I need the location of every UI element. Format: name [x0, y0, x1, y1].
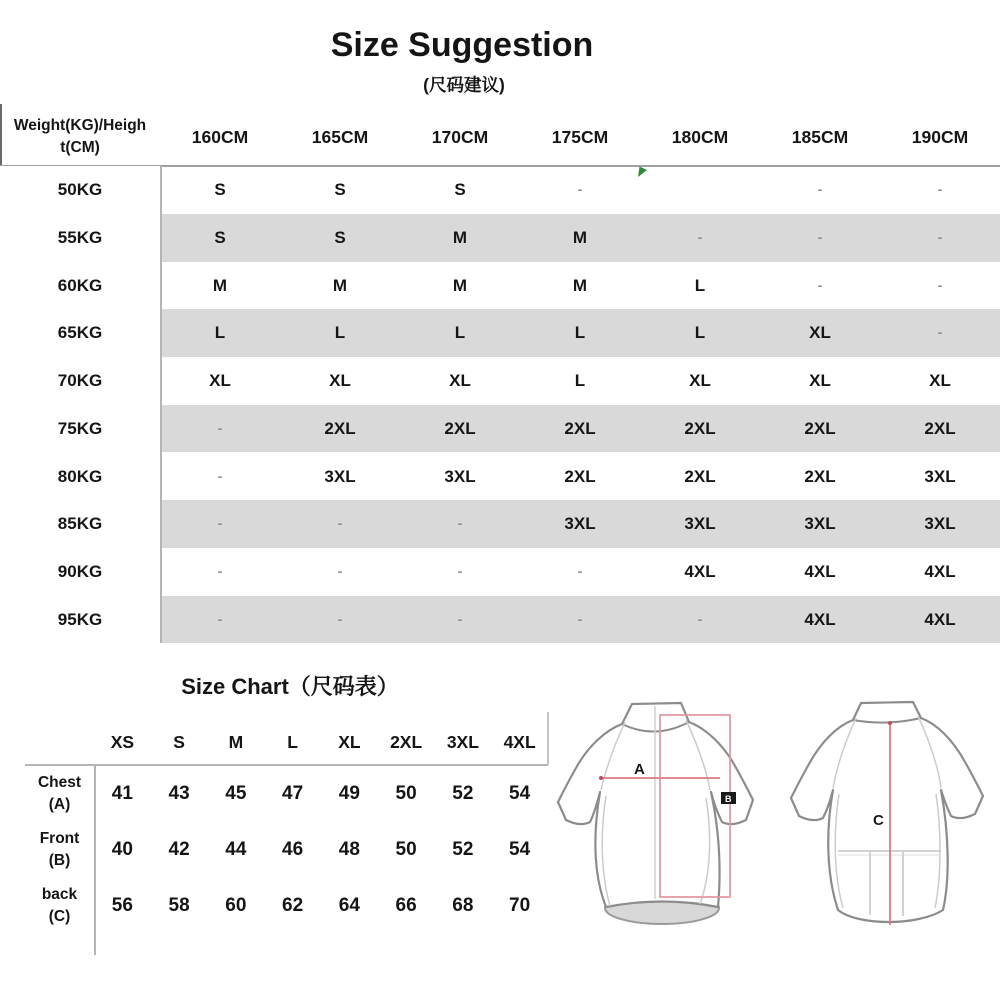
column-header-180cm: 180CM: [671, 127, 729, 147]
size-cell: 4XL: [924, 561, 956, 581]
size-cell: -: [337, 562, 343, 579]
size-cell: XL: [809, 371, 831, 391]
size-cell: -: [880, 309, 1000, 357]
measure-cell: 40: [111, 839, 133, 860]
table-row-80kg: [0, 453, 1000, 501]
measure-cell: 47: [282, 783, 304, 804]
size-cell: L: [640, 309, 760, 357]
weight-label: 55KG: [0, 214, 160, 262]
measure-cell: 50: [395, 839, 417, 860]
size-cell: -: [577, 181, 583, 198]
column-header-170cm: 170CM: [431, 127, 489, 147]
size-cell: M: [332, 275, 348, 295]
size-cell: -: [217, 562, 223, 579]
suggestion-table-header: [0, 108, 1000, 166]
size-cell: -: [160, 500, 280, 548]
table-row-60kg: [0, 262, 1000, 310]
size-cell: 3XL: [640, 500, 760, 548]
measure-label: [25, 878, 94, 934]
measure-cell: 52: [452, 839, 474, 860]
size-cell: -: [817, 276, 823, 293]
size-chart-row-front: [25, 822, 548, 878]
weight-label: 65KG: [0, 309, 160, 357]
column-header-190cm: 190CM: [911, 127, 969, 147]
size-cell: S: [334, 180, 346, 200]
size-cell: XL: [329, 371, 351, 391]
measure-cell: 58: [168, 895, 190, 916]
weight-label: 60KG: [0, 262, 160, 310]
size-cell: M: [520, 214, 640, 262]
size-cell: -: [760, 214, 880, 262]
size-header-xl: XL: [338, 732, 361, 752]
weight-label: 95KG: [0, 596, 160, 644]
back-length-label: C: [873, 812, 884, 829]
size-cell: 4XL: [684, 561, 716, 581]
measure-cell: 54: [509, 839, 531, 860]
size-chart-row-chest: [25, 766, 548, 822]
size-cell: L: [280, 309, 400, 357]
size-cell: M: [400, 214, 520, 262]
measure-cell: 42: [168, 839, 190, 860]
size-cell: L: [160, 309, 280, 357]
measure-cell: 45: [225, 783, 247, 804]
table-row-50kg: [0, 166, 1000, 214]
page-title: Size Suggestion: [330, 26, 594, 64]
weight-label: 70KG: [0, 357, 160, 405]
measure-cell: 62: [282, 895, 304, 916]
size-cell: 2XL: [400, 405, 520, 453]
measure-cell: 60: [225, 895, 247, 916]
table-row-95kg: [0, 596, 1000, 644]
size-cell: -: [400, 500, 520, 548]
measure-label-name: Chest: [37, 774, 82, 791]
measure-cell: 49: [338, 783, 360, 804]
table-row-75kg: [0, 405, 1000, 453]
size-header-3xl: 3XL: [446, 732, 479, 752]
measure-cell: 68: [452, 895, 474, 916]
size-cell: 2XL: [804, 466, 836, 486]
size-cell: 2XL: [564, 466, 596, 486]
measure-cell: 54: [509, 783, 531, 804]
size-cell: 2XL: [280, 405, 400, 453]
size-cell: -: [160, 405, 280, 453]
table-row-70kg: [0, 357, 1000, 405]
size-cell: S: [214, 180, 226, 200]
size-cell: XL: [929, 371, 951, 391]
size-header-4xl: 4XL: [503, 732, 536, 752]
size-cell: -: [640, 596, 760, 644]
size-cell: 3XL: [324, 466, 356, 486]
size-cell: -: [160, 596, 280, 644]
column-header-175cm: 175CM: [551, 127, 609, 147]
column-header-165cm: 165CM: [311, 127, 369, 147]
measure-cell: 52: [452, 783, 474, 804]
weight-label: 50KG: [0, 166, 160, 214]
size-header-2xl: 2XL: [390, 732, 423, 752]
size-cell: 3XL: [924, 466, 956, 486]
size-cell: M: [572, 275, 588, 295]
measure-label-letter: (B): [48, 852, 71, 869]
size-cell: [640, 166, 760, 214]
measure-cell: 70: [509, 895, 531, 916]
size-cell: S: [454, 180, 466, 200]
front-length-label: B: [725, 794, 732, 804]
size-cell: XL: [449, 371, 471, 391]
size-cell: -: [577, 562, 583, 579]
size-cell: S: [160, 214, 280, 262]
size-cell: -: [457, 562, 463, 579]
size-cell: -: [520, 596, 640, 644]
size-cell: -: [280, 500, 400, 548]
jersey-back-diagram: [783, 694, 1000, 956]
table-row-55kg: [0, 214, 1000, 262]
measure-label: [25, 766, 94, 822]
size-cell: -: [217, 467, 223, 484]
table-row-85kg: [0, 500, 1000, 548]
measure-cell: 41: [111, 783, 133, 804]
size-cell: XL: [689, 371, 711, 391]
weight-label: 85KG: [0, 500, 160, 548]
first-column-divider: [160, 166, 162, 643]
measure-cell: 56: [111, 895, 133, 916]
size-cell: 3XL: [760, 500, 880, 548]
size-cell: L: [520, 309, 640, 357]
corner-header-line2: t(CM): [60, 139, 100, 156]
size-chart-row-back: [25, 878, 548, 934]
column-header-160cm: 160CM: [191, 127, 249, 147]
size-cell: M: [212, 275, 228, 295]
measure-cell: 50: [395, 783, 417, 804]
corner-header-line1: Weight(KG)/Heigh: [13, 117, 147, 134]
size-cell: -: [937, 276, 943, 293]
page-subtitle: (尺码建议): [423, 75, 505, 95]
size-header-l: L: [287, 732, 298, 752]
size-cell: 2XL: [640, 405, 760, 453]
measure-label-name: Front: [39, 830, 80, 847]
size-cell: -: [280, 596, 400, 644]
table-row-90kg: [0, 548, 1000, 596]
measure-cell: 44: [225, 839, 247, 860]
size-cell: XL: [209, 371, 231, 391]
size-cell: -: [937, 181, 943, 198]
size-cell: S: [280, 214, 400, 262]
size-cell: 4XL: [804, 561, 836, 581]
size-header-xs: XS: [110, 732, 135, 752]
size-cell: 2XL: [880, 405, 1000, 453]
weight-label: 80KG: [0, 453, 160, 501]
size-cell: 4XL: [760, 596, 880, 644]
size-cell: M: [452, 275, 468, 295]
jersey-front-diagram: [548, 694, 780, 952]
chest-measure-label: A: [634, 761, 645, 778]
size-cell: -: [817, 181, 823, 198]
measure-label-name: back: [41, 886, 78, 903]
size-cell: XL: [760, 309, 880, 357]
measure-cell: 46: [282, 839, 304, 860]
size-cell: 3XL: [444, 466, 476, 486]
size-cell: 2XL: [520, 405, 640, 453]
size-chart-title: Size Chart（尺码表）: [181, 674, 399, 699]
table-row-65kg: [0, 309, 1000, 357]
weight-label: 90KG: [0, 548, 160, 596]
measure-label-letter: (A): [48, 796, 71, 813]
measure-cell: 48: [338, 839, 360, 860]
size-cell: L: [694, 275, 706, 295]
size-cell: -: [400, 596, 520, 644]
measure-cell: 43: [168, 783, 190, 804]
measure-label: [25, 822, 94, 878]
size-cell: -: [640, 214, 760, 262]
measure-cell: 64: [338, 895, 360, 916]
size-header-m: M: [228, 732, 244, 752]
weight-label: 75KG: [0, 405, 160, 453]
measure-cell: 66: [395, 895, 417, 916]
size-cell: L: [574, 371, 586, 391]
size-cell: 3XL: [520, 500, 640, 548]
size-cell: -: [880, 214, 1000, 262]
size-cell: 2XL: [684, 466, 716, 486]
column-header-185cm: 185CM: [791, 127, 849, 147]
corner-header: [0, 108, 160, 166]
size-header-s: S: [173, 732, 185, 752]
size-cell: L: [400, 309, 520, 357]
size-chart-header: [94, 720, 548, 764]
measure-label-letter: (C): [48, 908, 71, 925]
size-cell: 2XL: [760, 405, 880, 453]
size-cell: 4XL: [880, 596, 1000, 644]
size-cell: 3XL: [880, 500, 1000, 548]
